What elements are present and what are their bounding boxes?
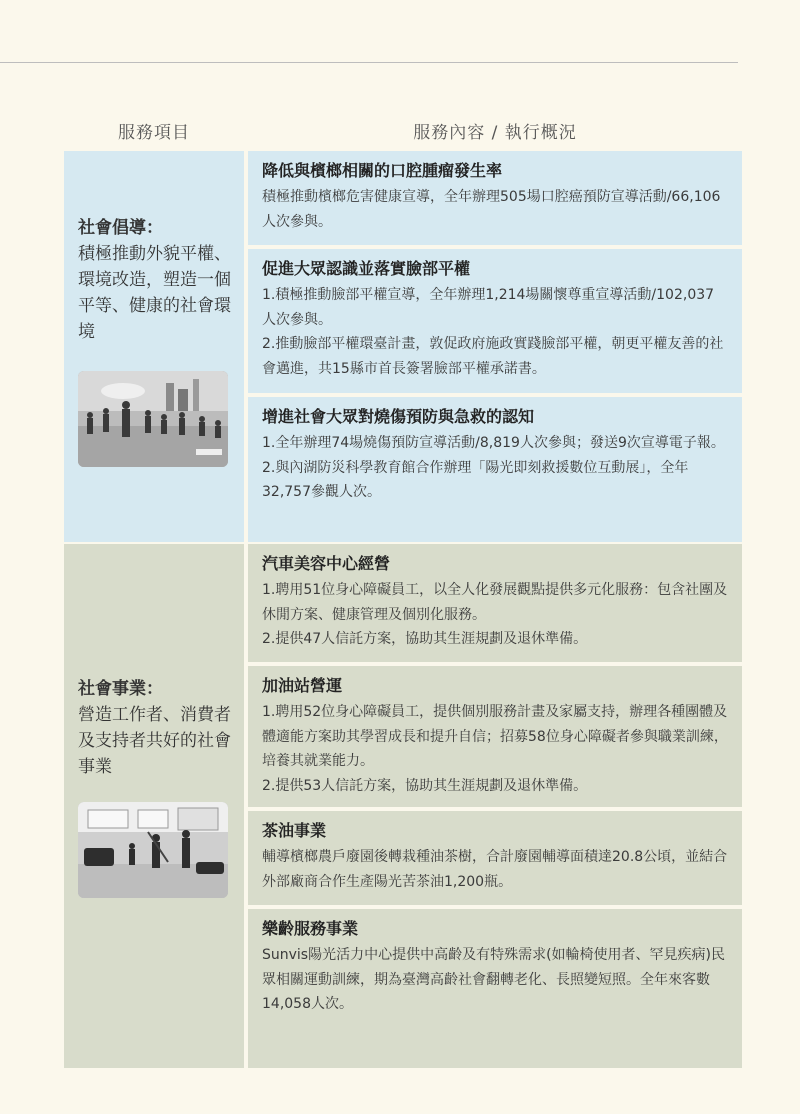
category-cell bbox=[64, 151, 244, 542]
item-title: 降低與檳榔相關的口腔腫瘤發生率 bbox=[262, 161, 503, 180]
item-line: 2.與內湖防災科學教育館合作辦理「陽光即刻救援數位互動展」，全年32,757參觀人次。 bbox=[262, 459, 689, 500]
header-service-content: 服務內容 / 執行概況 bbox=[413, 123, 577, 143]
content-column bbox=[248, 151, 742, 542]
event-photo bbox=[78, 371, 228, 467]
gym-photo-icon bbox=[78, 802, 228, 898]
content-item bbox=[248, 811, 742, 905]
content-item bbox=[248, 397, 742, 542]
content-item bbox=[248, 666, 742, 807]
group-social-advocacy bbox=[64, 151, 742, 542]
item-line: 1.聘用52位身心障礙員工，提供個別服務計畫及家屬支持，辦理各種團體及體適能方案助其學習成長和提升自信；招募58位身心障礙者參與職業訓練，培養其就業能力。 bbox=[262, 704, 728, 769]
category-description: 積極推動外貌平權、環境改造，塑造一個平等、健康的社會環境 bbox=[78, 244, 231, 342]
content-item bbox=[248, 544, 742, 662]
content-item bbox=[248, 909, 742, 1068]
item-line: 1.全年辦理74場燒傷預防宣導活動/8,819人次參與；發送9次宣導電子報。 bbox=[262, 435, 725, 451]
item-title: 加油站營運 bbox=[262, 676, 343, 695]
category-cell bbox=[64, 544, 244, 1068]
content-item bbox=[248, 151, 742, 245]
item-line: 1.聘用51位身心障礙員工，以全人化發展觀點提供多元化服務：包含社團及休閒方案、健康管理及個別化服務。 bbox=[262, 582, 728, 623]
item-title: 樂齡服務事業 bbox=[262, 919, 359, 938]
gym-photo bbox=[78, 802, 228, 898]
table-header bbox=[0, 118, 800, 142]
category-title: 社會倡導： bbox=[78, 218, 163, 238]
item-title: 促進大眾認識並落實臉部平權 bbox=[262, 259, 471, 278]
item-title: 茶油事業 bbox=[262, 821, 327, 840]
item-title: 汽車美容中心經營 bbox=[262, 554, 391, 573]
item-line: Sunvis陽光活力中心提供中高齡及有特殊需求(如輪椅使用者、罕見疾病)民眾相關運動訓練，期為臺灣高齡社會翻轉老化、長照變短照。全年來客數14,058人次。 bbox=[262, 947, 726, 1012]
category-title: 社會事業： bbox=[78, 679, 163, 699]
item-line: 2.提供47人信託方案，協助其生涯規劃及退休準備。 bbox=[262, 631, 588, 647]
content-column bbox=[248, 544, 742, 1068]
content-item bbox=[248, 249, 742, 393]
top-divider bbox=[0, 62, 738, 63]
item-line: 積極推動檳榔危害健康宣導，全年辦理505場口腔癌預防宣導活動/66,106人次參與。 bbox=[262, 189, 721, 230]
item-title: 增進社會大眾對燒傷預防與急救的認知 bbox=[262, 407, 535, 426]
item-line: 2.推動臉部平權環臺計畫，敦促政府施政實踐臉部平權，朝更平權友善的社會邁進，共15縣市首長簽署臉部平權承諾書。 bbox=[262, 336, 724, 377]
item-line: 輔導檳榔農戶廢園後轉栽種油茶樹，合計廢園輔導面積達20.8公頃，並結合外部廠商合作生產陽光苦茶油1,200瓶。 bbox=[262, 849, 728, 890]
category-description: 營造工作者、消費者及支持者共好的社會事業 bbox=[78, 705, 231, 777]
header-service-items: 服務項目 bbox=[118, 123, 190, 143]
item-line: 1.積極推動臉部平權宣導，全年辦理1,214場關懷尊重宣導活動/102,037人次參與。 bbox=[262, 287, 715, 328]
group-social-enterprise bbox=[64, 544, 742, 1068]
item-line: 2.提供53人信託方案，協助其生涯規劃及退休準備。 bbox=[262, 777, 588, 794]
crowd-photo-icon bbox=[78, 371, 228, 467]
